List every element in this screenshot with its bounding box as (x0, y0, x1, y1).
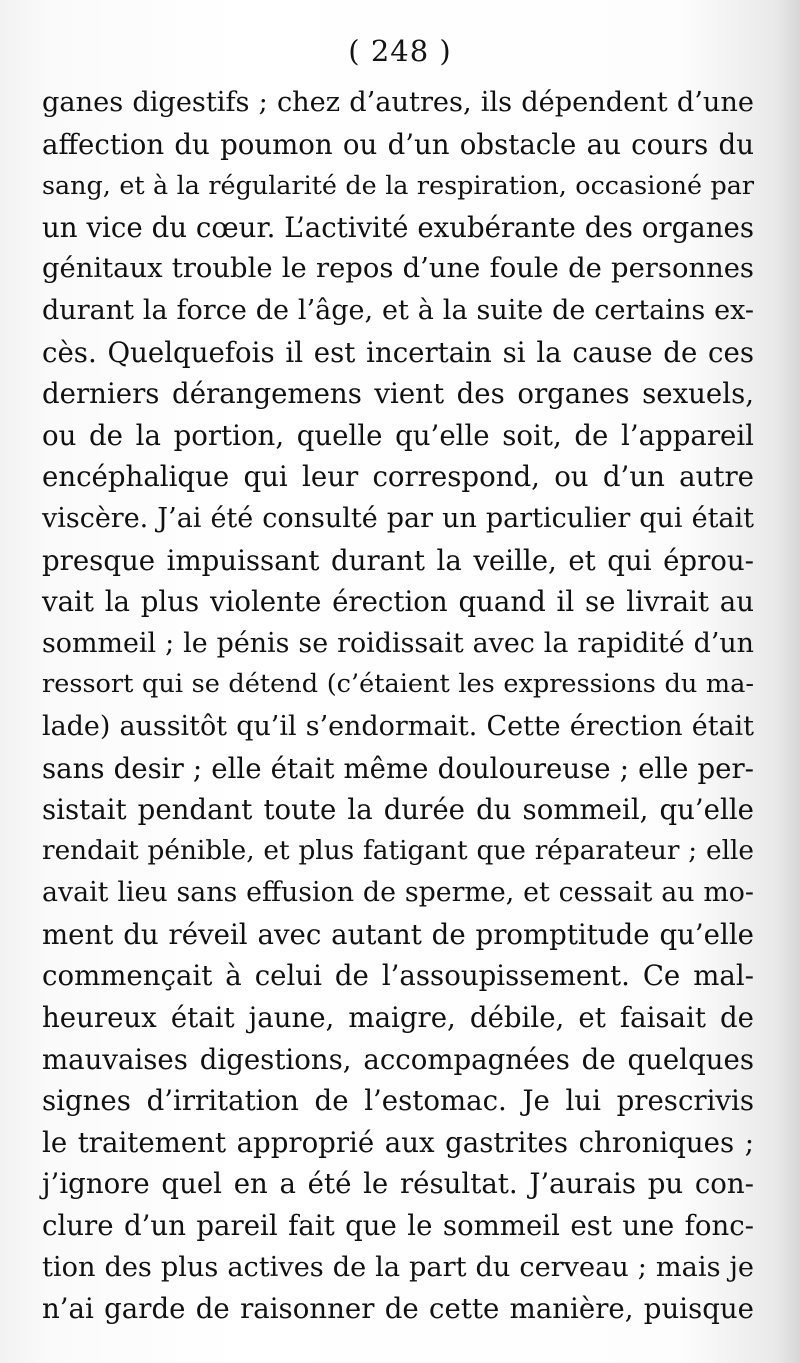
text-line: vait la plus violente érection quand il se livrait au (42, 585, 754, 619)
text-line: tion des plus actives de la part du cerveau ; mais je (42, 1251, 754, 1283)
text-line: durant la force de l’âge, et à la suite de certains ex- (42, 294, 754, 326)
text-line: mauvaises digestions, accompagnées de quelques (42, 1042, 754, 1076)
text-line: derniers dérangemens vient des organes sexuels, (42, 377, 754, 411)
text-line: ment du réveil avec autant de promptitude qu’elle (42, 917, 754, 951)
text-line: affection du poumon ou d’un obstacle au cours du (42, 127, 754, 161)
text-line: ou de la portion, quelle qu’elle soit, de l’appareil (42, 418, 754, 452)
text-line: signes d’irritation de l’estomac. Je lui prescrivis (42, 1084, 754, 1118)
text-line: sans desir ; elle était même douloureuse ; elle per- (42, 751, 754, 785)
page-body-text (42, 82, 754, 1330)
text-line: sistait pendant toute la durée du sommeil, qu’elle (42, 793, 754, 827)
text-line: viscère. J’ai été consulté par un particulier qui était (42, 502, 754, 534)
text-line: lade) aussitôt qu’il s’endormait. Cette érection était (42, 710, 754, 742)
text-line: commençait à celui de l’assoupissement. Ce mal- (42, 959, 754, 993)
text-line: rendait pénible, et plus fatigant que réparateur ; elle (42, 835, 754, 866)
text-line: ganes digestifs ; chez d’autres, ils dépendent d’une (42, 87, 754, 118)
text-line: génitaux trouble le repos d’une foule de personnes (42, 253, 754, 285)
text-line: j’ignore quel en a été le résultat. J’aurais pu con- (42, 1167, 754, 1201)
text-line: presque impuissant durant la veille, et qui éprou- (42, 543, 754, 577)
text-line: n’ai garde de raisonner de cette manière, puisque (42, 1292, 754, 1326)
text-line: le traitement approprié aux gastrites chroniques ; (42, 1125, 754, 1159)
text-line: encéphalique qui leur correspond, ou d’un autre (42, 460, 754, 494)
text-line: cès. Quelquefois il est incertain si la cause de ces (42, 335, 754, 369)
text-line: heureux était jaune, maigre, débile, et faisait de (42, 1001, 754, 1035)
text-line: sang, et à la régularité de la respiration, occasioné par (42, 170, 754, 201)
text-line: sommeil ; le pénis se roidissait avec la rapidité d’un (42, 627, 754, 659)
page-number: ( 248 ) (348, 34, 452, 68)
text-line: avait lieu sans effusion de sperme, et cessait au mo- (42, 877, 754, 909)
text-line: ressort qui se détend (c’étaient les expressions du ma- (42, 669, 754, 700)
text-line: clure d’un pareil fait que le sommeil est une fonc- (42, 1209, 754, 1243)
text-line: un vice du cœur. L’activité exubérante des organes (42, 210, 754, 244)
